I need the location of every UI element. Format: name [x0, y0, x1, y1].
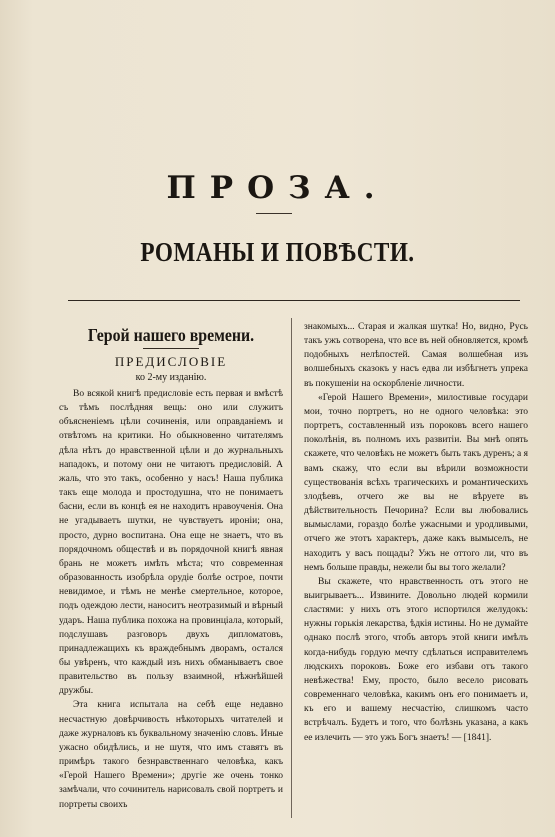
- preface-heading: ПРЕДИСЛОВІЕ: [114, 354, 228, 369]
- heading-rule-long: [68, 300, 520, 301]
- paragraph: «Герой Нашего Времени», милостивые государи мои, точно портретъ, но не одного человѣка: это портретъ, составленный изъ пороковъ всего нашего поколѣнія, въ полномъ ихъ развитіи. Вы мнѣ опять скажете, что человѣкъ не можетъ быть такъ дуренъ; а я вамъ скажу, что если вы вѣрили возможности существованія всѣхъ трагическихъ и романтическихъ злодѣевъ, отчего же вы не вѣруете въ дѣйствительность Печорина? Если вы любовались вымыслами, гораздо болѣе ужасными и уродливыми, отчего же этотъ характеръ, даже какъ вымыселъ, не находитъ у васъ пощады? Ужъ не оттого ли, что въ немъ больше правды, нежели бы вы того желали?: [304, 392, 528, 573]
- show-through-text: [40, 6, 535, 16]
- heading-rule-short: [256, 213, 292, 214]
- section-heading: ПРОЗА.: [166, 170, 389, 206]
- work-title-rule: [143, 348, 199, 349]
- column-divider: [291, 318, 292, 818]
- paragraph: Во всякой книгѣ предисловіе есть первая и вмѣстѣ съ тѣмъ послѣдняя вещь: оно или служитъ объясненіемъ цѣли сочиненія, или оправданіемъ и отвѣтомъ на критики. Но обыкновенно читателямъ дѣла нѣтъ до нравственной цѣли и до журнальныхъ нападокъ, и потому они не читаютъ предисловій. А жаль, что это такъ, особенно у насъ! Наша публика такъ еще молода и простодушна, что не понимаетъ басни, если въ концѣ ея не находитъ нравоученія. Она не угадываетъ шутки, не чувствуетъ ироніи; она, просто, дурно воспитана. Она еще не знаетъ, что въ порядочномъ обществѣ и въ порядочной книгѣ явная брань не можетъ имѣть мѣста; что современная образованность изобрѣла орудіе болѣе острое, почти невидимое, и тѣмъ не менѣе смертельное, которое, подъ одеждою лести, наноситъ неотразимый и вѣрный ударъ. Наша публика похожа на провинціала, который, подслушавъ разговоръ двухъ дипломатовъ, принадлежащихъ къ враждебнымъ дворамъ, остался бы увѣренъ, что каждый изъ нихъ обманываетъ свое правительство въ пользу взаимной, нѣжнѣйшей дружбы.: [59, 389, 283, 697]
- paragraph: знакомыхъ... Старая и жалкая шутка! Но, видно, Русь такъ ужъ сотворена, что все въ ней обновляется, кромѣ подобныхъ нелѣпостей. Самая волшебная изъ волшебныхъ сказокъ у насъ едва ли избѣгнетъ упрека въ покушеніи на оскорбленіе личности.: [304, 322, 528, 389]
- right-column: [304, 320, 528, 745]
- subsection-heading: РОМАНЫ И ПОВѢСТИ.: [140, 237, 415, 267]
- work-title: Герой нашего времени.: [87, 325, 255, 345]
- paragraph: Эта книга испытала на себѣ еще недавно несчастную довѣрчивость нѣкоторыхъ читателей и даже журналовъ къ буквальному значенію словъ. Иные ужасно обидѣлись, и не шутя, что имъ ставятъ въ примѣръ такого безнравственнаго человѣка, какъ «Герой Нашего Времени»; другіе же очень тонко замѣчали, что сочинитель нарисовалъ свой портретъ и портреты своихъ: [59, 700, 283, 810]
- left-column: [59, 320, 283, 812]
- edition-note: ко 2-му изданію.: [135, 372, 207, 383]
- paragraph: Вы скажете, что нравственность отъ этого не выигрываетъ... Извините. Довольно людей кормили сластями: у нихъ отъ этого испортился желудокъ: нужны горькія лекарства, ѣдкія истины. Но не думайте однако послѣ этого, чтобъ авторъ этой книги имѣлъ когда-нибудь гордую мечту сдѣлаться исправителемъ людскихъ пороковъ. Боже его избави отъ такого невѣжества! Ему, просто, было весело рисовать современнаго человѣка, какимъ онъ его понимаетъ и, къ его и вашему несчастію, слишкомъ часто встрѣчалъ. Будетъ и того, что болѣзнь указана, а какъ ее излечить — это ужъ Богъ знаетъ! — [1841].: [304, 576, 528, 743]
